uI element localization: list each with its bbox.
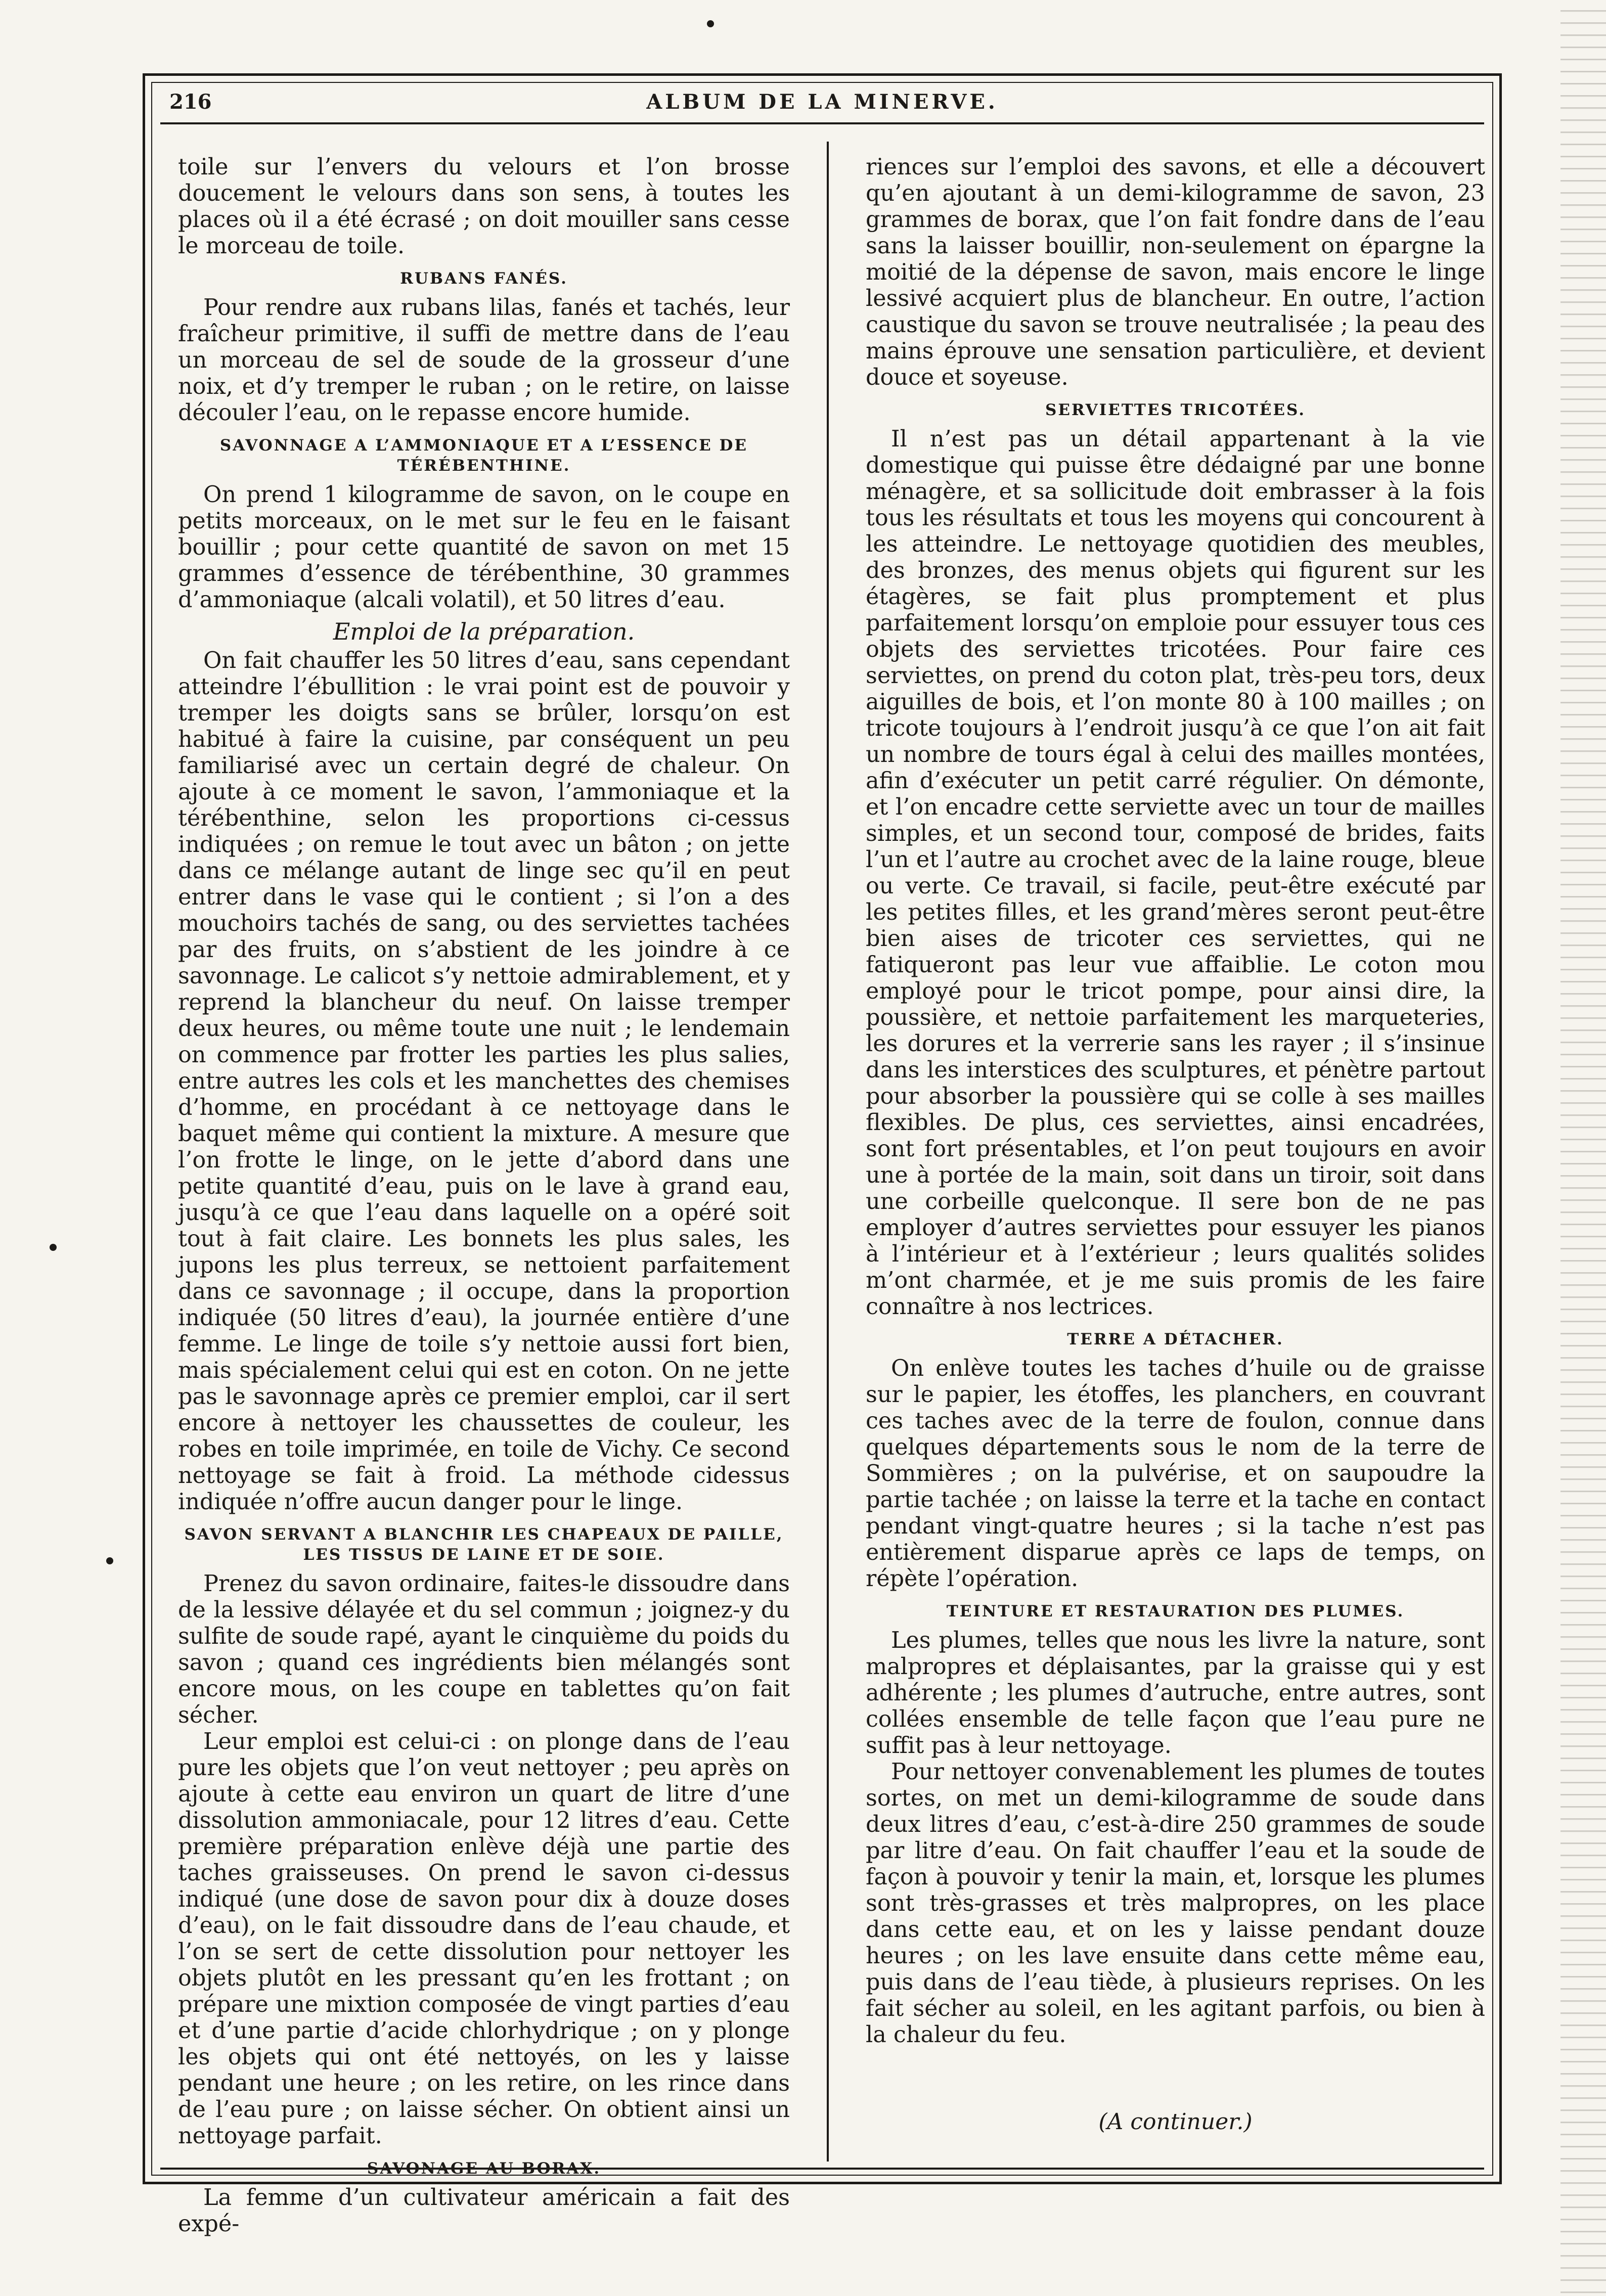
paragraph: On enlève toutes les taches d’huile ou de graisse sur le papier, les étoffes, les planchers, en couvrant ces taches avec de la terre de foulon, connue dans quelques départements sous le nom de la terre de Sommières ; on la pulvérise, et on saupoudre la partie tachée ; on laisse la terre et la tache en contact pendant vingt-quatre heures ; si la tache n’est pas entièrement disparue après ce laps de temps, on répète l’opération. bbox=[866, 1356, 1485, 1592]
running-title: ALBUM DE LA MINERVE. bbox=[646, 90, 998, 114]
left-column bbox=[178, 154, 790, 2237]
section-heading: SAVONAGE AU BORAX. bbox=[367, 2159, 601, 2178]
section-heading: TEINTURE ET RESTAURATION DES PLUMES. bbox=[946, 1602, 1405, 1620]
section-heading: TERRE A DÉTACHER. bbox=[1067, 1330, 1284, 1348]
paragraph: Il n’est pas un détail appartenant à la vie domestique qui puisse être dédaigné par une bonne ménagère, et sa sollicitude doit embrasser à la fois tous les résultats et tous les moyens qui concourent à les atteindre. Le nettoyage quotidien des meubles, des bronzes, des menus objets qui figurent sur les étagères, se fait plus promptement et plus parfaitement lorsqu’on emploie pour essuyer tous ces objets des serviettes tricotées. Pour faire ces serviettes, on prend du coton plat, très-peu tors, deux aiguilles de bois, et l’on monte 80 à 100 mailles ; on tricote toujours à l’endroit jusqu’à ce que l’on ait fait un nombre de tours égal à celui des mailles montées, afin d’exécuter un petit carré régulier. On démonte, et l’on encadre cette serviette avec un tour de mailles simples, et un second tour, composé de brides, faits l’un et l’autre au crochet avec de la laine rouge, bleue ou verte. Ce travail, si facile, peut-être exécuté par les petites filles, et les grand’mères seront peut-être bien aises de tricoter ces serviettes, qui ne fatiqueront pas leur vue affaiblie. Le coton mou employé pour le tricot pompe, pour ainsi dire, la poussière, et nettoie parfaitement les marqueteries, les dorures et la verrerie sans les rayer ; il s’insinue dans les interstices des sculptures, et pénètre partout pour absorber la poussière qui se colle à ses mailles flexibles. De plus, ces serviettes, ainsi encadrées, sont fort présentables, et l’on peut toujours en avoir une à portée de la main, soit dans un tiroir, soit dans une corbeille quelconque. Il sere bon de ne pas employer d’autres serviettes pour essuyer les pianos à l’intérieur et à l’extérieur ; leurs qualités solides m’ont charmée, et je me suis promis de les faire connaître à nos lectrices. bbox=[866, 426, 1485, 1320]
paragraph: Prenez du savon ordinaire, faites-le dissoudre dans de la lessive délayée et du sel commun ; joignez-y du sulfite de soude rapé, ayant le cinquième du poids du savon ; quand ces ingrédients bien mélangés sont encore mous, on les coupe en tablettes qu’on fait sécher. bbox=[178, 1571, 790, 1728]
section-heading: SERVIETTES TRICOTÉES. bbox=[1045, 401, 1306, 419]
ink-speck bbox=[707, 20, 714, 27]
paragraph: La femme d’un cultivateur américain a fait des expé- bbox=[178, 2185, 790, 2237]
section-heading: SAVON SERVANT A BLANCHIR LES CHAPEAUX DE PAILLE, LES TISSUS DE LAINE ET DE SOIE. bbox=[184, 1525, 784, 1564]
paragraph: Leur emploi est celui-ci : on plonge dans de l’eau pure les objets que l’on veut nettoyer ; peu après on ajoute à cette eau environ un quart de litre d’une dissolution ammoniacale, pour 12 litres d’eau. Cette première préparation enlève déjà une partie des taches graisseuses. On prend le savon ci-dessus indiqué (une dose de savon pour dix à douze doses d’eau), on le fait dissoudre dans de l’eau chaude, et l’on se sert de cette dissolution pour nettoyer les objets plutôt en les pressant qu’en les frottant ; on prépare une mixtion composée de vingt parties d’eau et d’une partie d’acide chlorhydrique ; on y plonge les objets qui ont été nettoyés, on les y laisse pendant une heure ; on les retire, on les rince dans de l’eau pure ; on laisse sécher. On obtient ainsi un nettoyage parfait. bbox=[178, 1729, 790, 2149]
bottom-rule bbox=[160, 2168, 1484, 2170]
page-edge bbox=[1560, 0, 1606, 2296]
right-column bbox=[866, 154, 1485, 2135]
section-heading: SAVONNAGE A L’AMMONIAQUE ET A L’ESSENCE DE TÉRÉBENTHINE. bbox=[219, 436, 748, 475]
paragraph: Pour rendre aux rubans lilas, fanés et tachés, leur fraîcheur primitive, il suffi de mettre dans de l’eau un morceau de sel de soude de la grosseur d’une noix, et d’y tremper le ruban ; on le retire, on laisse découler l’eau, on le repasse encore humide. bbox=[178, 295, 790, 426]
continuation-note: (A continuer.) bbox=[1098, 2109, 1253, 2135]
paragraph: riences sur l’emploi des savons, et elle a découvert qu’en ajoutant à un demi-kilogramme de savon, 23 grammes de borax, que l’on fait fondre dans de l’eau sans la laisser bouillir, non-seulement on épargne la moitié de la dépense de savon, mais encore le linge lessivé acquiert plus de blancheur. En outre, l’action caustique du savon se trouve neutralisée ; la peau des mains éprouve une sensation particulière, et devient douce et soyeuse. bbox=[866, 154, 1485, 390]
page-number: 216 bbox=[169, 90, 212, 114]
section-heading: RUBANS FANÉS. bbox=[400, 269, 568, 288]
ink-speck bbox=[50, 1244, 57, 1251]
column-divider bbox=[827, 142, 829, 2162]
paragraph: On fait chauffer les 50 litres d’eau, sans cependant atteindre l’ébullition : le vrai point est de pouvoir y tremper les doigts sans se brûler, lorsqu’on est habitué à faire la cuisine, par conséquent un peu familiarisé avec un certain degré de chaleur. On ajoute à ce moment le savon, l’ammoniaque et la térébenthine, selon les proportions ci-cessus indiquées ; on remue le tout avec un bâton ; on jette dans ce mélange autant de linge sec qu’il en peut entrer dans le vase qui le contient ; si l’on a des mouchoirs tachés de sang, ou des serviettes tachées par des fruits, on s’abstient de les joindre à ce savonnage. Le calicot s’y nettoie admirablement, et y reprend la blancheur du neuf. On laisse tremper deux heures, ou même toute une nuit ; le lendemain on commence par frotter les parties les plus salies, entre autres les cols et les manchettes des chemises d’homme, en procédant à ce nettoyage dans le baquet même qui contient la mixture. A mesure que l’on frotte le linge, on le jette d’abord dans une petite quantité d’eau, puis on le lave à grand eau, jusqu’à ce que l’eau dans laquelle on a opéré soit tout à fait claire. Les bonnets les plus sales, les jupons les plus terreux, se nettoient parfaitement dans ce savonnage ; il occupe, dans la proportion indiquée (50 litres d’eau), la journée entière d’une femme. Le linge de toile s’y nettoie aussi fort bien, mais spécialement celui qui est en coton. On ne jette pas le savonnage après ce premier emploi, car il sert encore à nettoyer les chaussettes de couleur, les robes en toile imprimée, en toile de Vichy. Ce second nettoyage se fait à froid. La méthode cidessus indiquée n’offre aucun danger pour le linge. bbox=[178, 648, 790, 1515]
paragraph: On prend 1 kilogramme de savon, on le coupe en petits morceaux, on le met sur le feu en le faisant bouillir ; pour cette quantité de savon on met 15 grammes d’essence de térébenthine, 30 grammes d’ammoniaque (alcali volatil), et 50 litres d’eau. bbox=[178, 482, 790, 613]
page-frame bbox=[143, 73, 1502, 2237]
paragraph: Pour nettoyer convenablement les plumes de toutes sortes, on met un demi-kilogramme de soude dans deux litres d’eau, c’est-à-dire 250 grammes de soude par litre d’eau. On fait chauffer l’eau et la soude de façon à pouvoir y tenir la main, et, lorsque les plumes sont très-grasses et très malpropres, on les place dans cette eau, et on les y laisse pendant douze heures ; on les lave ensuite dans cette même eau, puis dans de l’eau tiède, à plusieurs reprises. On les fait sécher au soleil, en les agitant parfois, ou bien à la chaleur du feu. bbox=[866, 1759, 1485, 2048]
page-header bbox=[160, 82, 1484, 124]
subheading: Emploi de la préparation. bbox=[333, 618, 635, 645]
ink-speck bbox=[106, 1557, 113, 1564]
paragraph: toile sur l’envers du velours et l’on brosse doucement le velours dans son sens, à toutes les places où il a été écrasé ; on doit mouiller sans cesse le morceau de toile. bbox=[178, 154, 790, 259]
paragraph: Les plumes, telles que nous les livre la nature, sont malpropres et déplaisantes, par la graisse qui y est adhérente ; les plumes d’autruche, entre autres, sont collées ensemble de telle façon que l’eau pure ne suffit pas à leur nettoyage. bbox=[866, 1628, 1485, 1759]
